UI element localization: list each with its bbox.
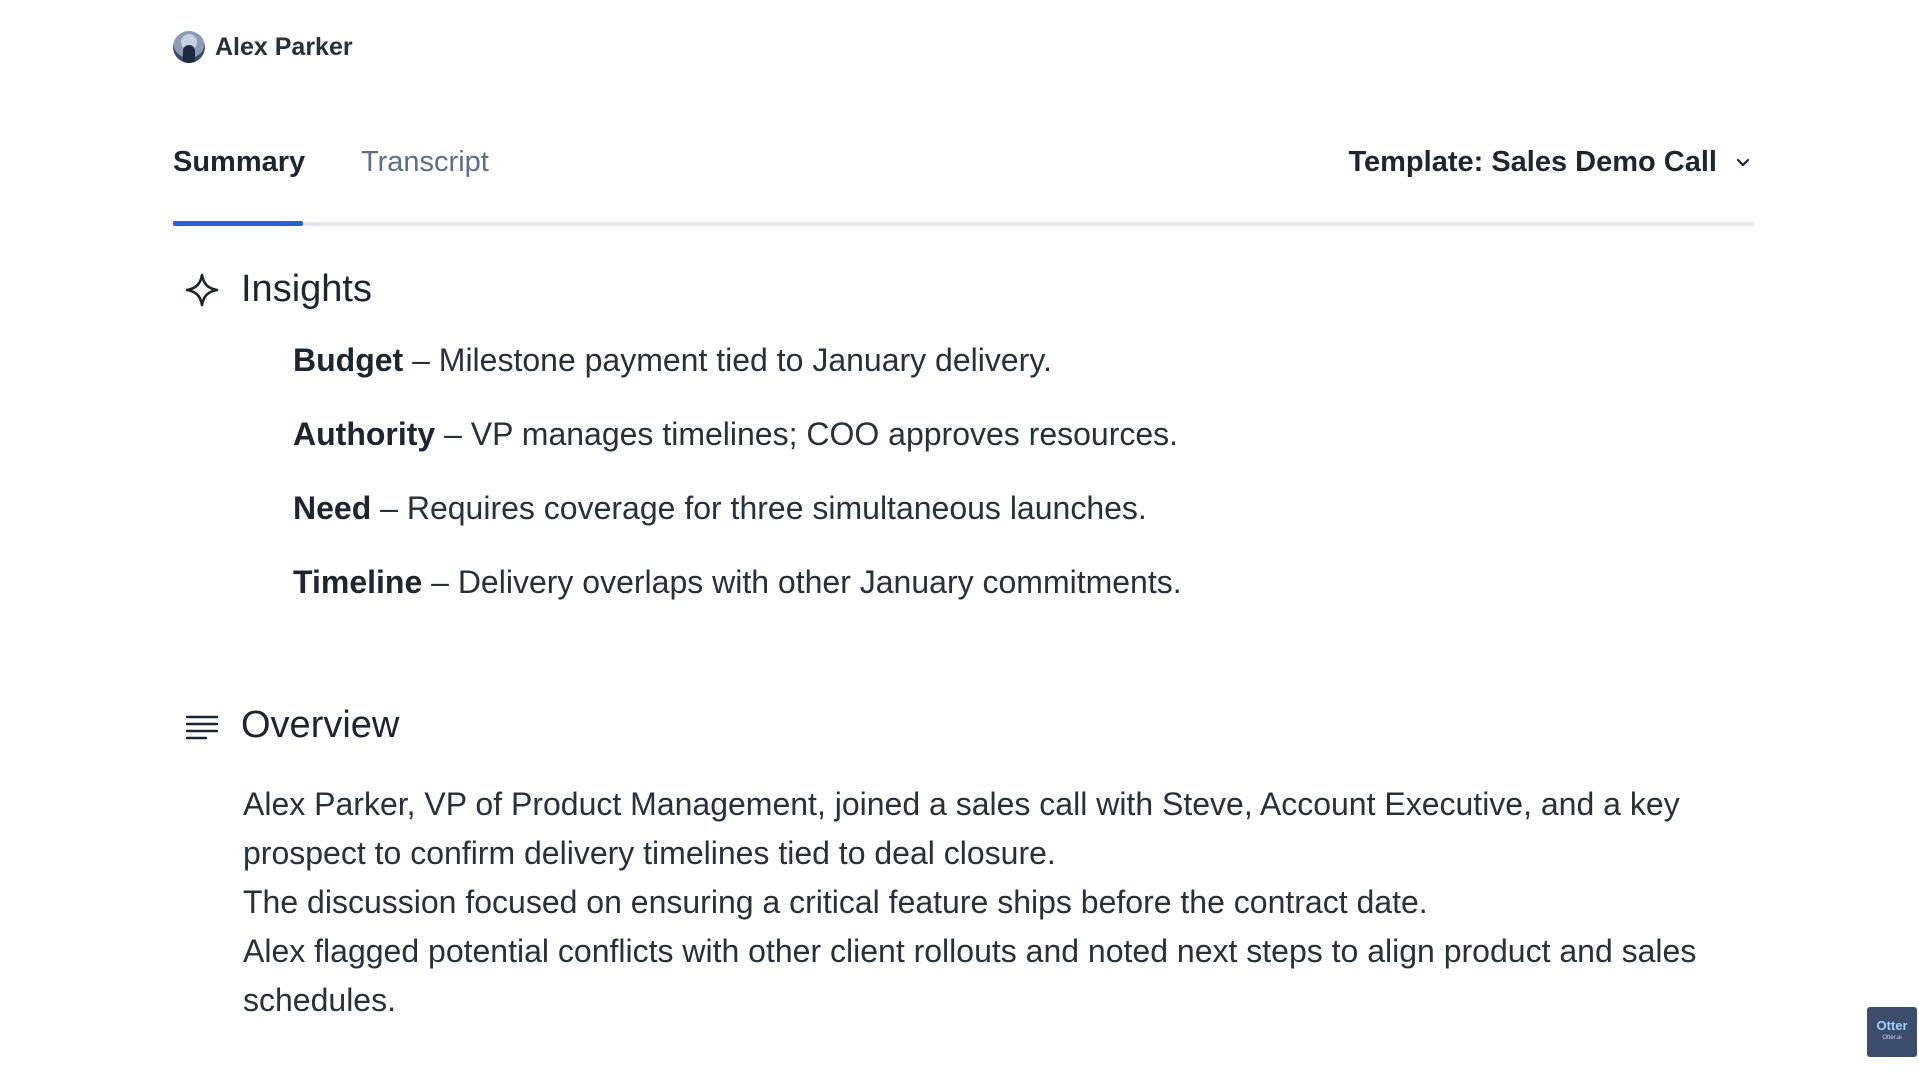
insight-key: Authority bbox=[293, 416, 436, 452]
badge-logo-text: Otter bbox=[1876, 1018, 1908, 1033]
insight-text: – VP manages timelines; COO approves resources. bbox=[435, 416, 1179, 452]
insight-text: – Requires coverage for three simultaneous launches. bbox=[371, 490, 1147, 526]
chevron-down-icon bbox=[1733, 153, 1753, 173]
overview-paragraph: The discussion focused on ensuring a critical feature ships before the contract date. bbox=[243, 884, 1428, 920]
overview-paragraph: Alex flagged potential conflicts with other client rollouts and noted next steps to align product and sales schedules. bbox=[243, 933, 1697, 1018]
overview-paragraph: Alex Parker, VP of Product Management, joined a sales call with Steve, Account Executive, and a key prospect to confirm delivery timelines tied to deal closure. bbox=[243, 786, 1680, 871]
insights-title: Insights bbox=[241, 268, 372, 310]
insight-need bbox=[293, 488, 1182, 562]
badge-logo-subtext: Otter.ai bbox=[1882, 1035, 1902, 1041]
insight-text: – Delivery overlaps with other January commitments. bbox=[422, 564, 1182, 600]
template-dropdown[interactable] bbox=[1348, 146, 1753, 179]
insight-budget bbox=[293, 340, 1182, 414]
overview-title: Overview bbox=[241, 704, 400, 746]
overview-text bbox=[243, 780, 1763, 1025]
tab-summary[interactable]: Summary bbox=[173, 146, 306, 178]
avatar[interactable] bbox=[173, 31, 205, 63]
overview-header bbox=[183, 704, 399, 747]
active-tab-indicator bbox=[173, 221, 303, 226]
sparkle-icon bbox=[184, 272, 220, 308]
otter-logo-badge bbox=[1867, 1007, 1917, 1057]
insight-key: Need bbox=[293, 490, 372, 526]
user-name: Alex Parker bbox=[215, 32, 353, 61]
insights-list bbox=[293, 340, 1182, 636]
tab-transcript[interactable]: Transcript bbox=[361, 146, 489, 178]
tab-bar bbox=[173, 138, 1753, 226]
user-header bbox=[173, 31, 353, 63]
insight-key: Timeline bbox=[293, 564, 423, 600]
insights-header bbox=[183, 268, 372, 311]
insight-timeline bbox=[293, 562, 1182, 636]
insight-text: – Milestone payment tied to January delivery. bbox=[403, 342, 1052, 378]
insight-authority bbox=[293, 414, 1182, 488]
template-label: Template: Sales Demo Call bbox=[1348, 146, 1717, 178]
lines-icon bbox=[184, 708, 220, 744]
insight-key: Budget bbox=[293, 342, 404, 378]
